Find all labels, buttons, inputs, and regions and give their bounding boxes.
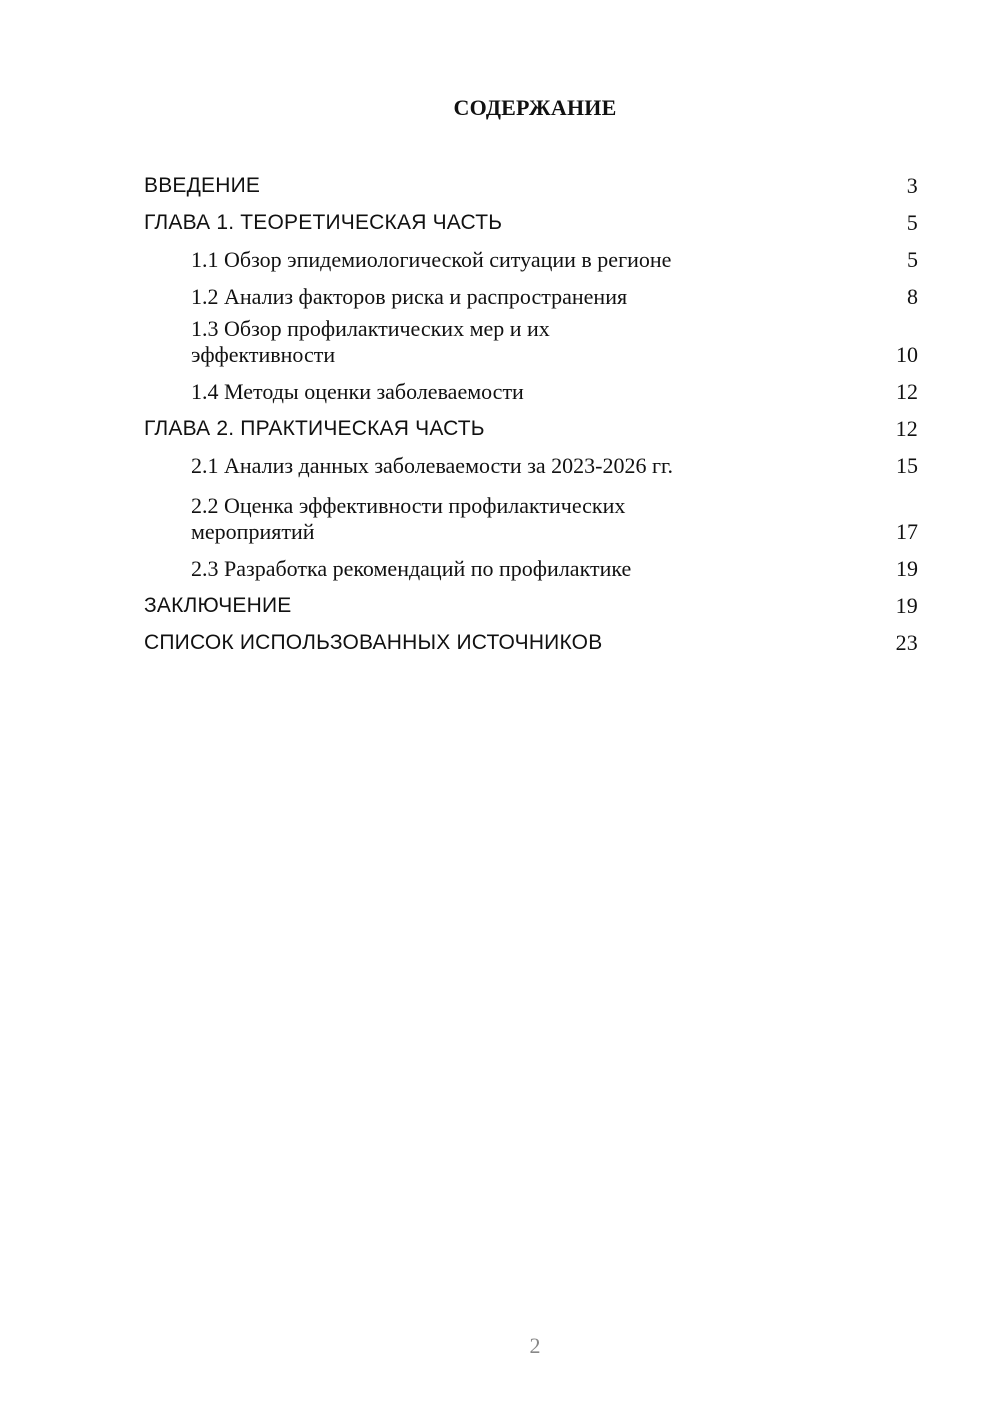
toc-entry-title: ВВЕДЕНИЕ <box>144 174 261 197</box>
table-of-contents <box>144 168 918 662</box>
toc-subentry[interactable] <box>144 242 918 279</box>
toc-entry[interactable] <box>144 588 918 625</box>
toc-entry-page: 15 <box>896 453 918 478</box>
toc-entry-page: 5 <box>907 247 918 272</box>
toc-entry[interactable] <box>144 168 918 205</box>
toc-subentry[interactable] <box>144 448 918 485</box>
page-title: СОДЕРЖАНИЕ <box>453 95 617 120</box>
toc-entry-page: 10 <box>896 342 918 367</box>
toc-entry-page: 8 <box>907 284 918 309</box>
toc-entry-page: 3 <box>906 173 918 198</box>
toc-subentry[interactable] <box>144 485 918 551</box>
toc-entry[interactable] <box>144 411 918 448</box>
toc-subentry[interactable] <box>144 551 918 588</box>
toc-entry-page: 12 <box>895 416 918 441</box>
toc-entry-title: 2.1 Анализ данных заболеваемости за 2023-2026 гг. <box>191 453 674 478</box>
toc-entry-title: ГЛАВА 1. ТЕОРЕТИЧЕСКАЯ ЧАСТЬ <box>144 211 503 234</box>
toc-entry-title: 2.2 Оценка эффективности профилактических мероприятий <box>191 493 626 544</box>
toc-entry-page: 17 <box>896 519 918 544</box>
toc-entry-title: 2.3 Разработка рекомендаций по профилактике <box>191 556 632 581</box>
toc-subentry[interactable] <box>144 279 918 316</box>
toc-entry-title: 1.1 Обзор эпидемиологической ситуации в регионе <box>191 247 672 272</box>
toc-entry-page: 19 <box>896 556 918 581</box>
toc-entry-title: 1.3 Обзор профилактических мер и их эффективности <box>191 316 550 367</box>
toc-entry[interactable] <box>144 625 918 662</box>
toc-entry-page: 12 <box>896 379 918 404</box>
toc-entry[interactable] <box>144 205 918 242</box>
page-number: 2 <box>529 1333 541 1358</box>
toc-subentry[interactable] <box>144 316 918 374</box>
toc-entry-title: ЗАКЛЮЧЕНИЕ <box>144 594 292 617</box>
toc-entry-page: 19 <box>895 593 918 618</box>
toc-entry-title: 1.4 Методы оценки заболеваемости <box>191 379 524 404</box>
toc-entry-page: 5 <box>906 210 918 235</box>
toc-entry-title: ГЛАВА 2. ПРАКТИЧЕСКАЯ ЧАСТЬ <box>144 417 485 440</box>
toc-subentry[interactable] <box>144 374 918 411</box>
toc-entry-page: 23 <box>895 630 918 655</box>
toc-entry-title: 1.2 Анализ факторов риска и распространения <box>191 284 628 309</box>
toc-entry-title: СПИСОК ИСПОЛЬЗОВАННЫХ ИСТОЧНИКОВ <box>144 631 603 654</box>
